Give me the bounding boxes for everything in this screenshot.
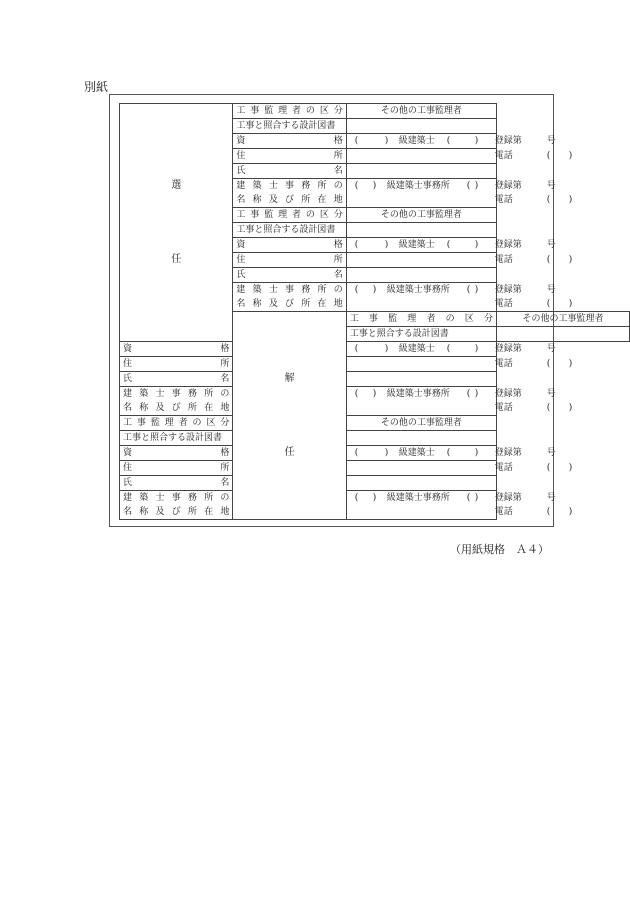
section-char: 選 xyxy=(171,179,182,191)
label-char: 者 xyxy=(292,210,302,220)
architect-class: 級建築士事務所 xyxy=(386,285,450,295)
phone-label: 電話 xyxy=(494,299,513,309)
registration-no: 登録第 xyxy=(494,448,522,458)
registration-no: 登録第 xyxy=(494,285,522,295)
paren-open: ( xyxy=(546,507,551,517)
label-char: 分 xyxy=(220,418,230,428)
label-char: の xyxy=(333,181,343,191)
drawings-value[interactable] xyxy=(346,223,496,238)
paren-close: ) xyxy=(474,240,479,250)
label-char: 名 xyxy=(236,195,246,205)
label-char: 在 xyxy=(204,403,214,413)
go-suffix: 号 xyxy=(546,136,556,146)
label-char: び xyxy=(171,403,181,413)
architect-class: 級建築士事務所 xyxy=(386,389,450,399)
label-char: 事 xyxy=(368,314,378,324)
paren-open: ( xyxy=(354,240,359,250)
label-char: 所 xyxy=(187,403,197,413)
section-char: 任 xyxy=(284,446,295,458)
paren-open: ( xyxy=(546,195,551,205)
label-qualification xyxy=(120,342,233,357)
label-drawings: 工事と照合する設計図書 xyxy=(233,223,346,238)
label-char: 住 xyxy=(123,359,133,369)
label-char: 称 xyxy=(139,507,149,517)
label-char: 住 xyxy=(236,151,246,161)
label-char: 監 xyxy=(150,418,160,428)
label-char: 在 xyxy=(317,195,327,205)
label-office xyxy=(120,387,233,416)
phone-label: 電話 xyxy=(494,255,513,265)
label-char: 事 xyxy=(250,210,260,220)
label-name xyxy=(233,164,346,179)
drawings-value[interactable] xyxy=(346,431,496,446)
label-char: 格 xyxy=(220,448,230,458)
label-char: 及 xyxy=(268,195,278,205)
office-value[interactable] xyxy=(346,491,573,520)
label-char: 及 xyxy=(155,403,165,413)
label-char: 理 xyxy=(278,106,288,116)
label-char: 監 xyxy=(264,210,274,220)
paren-close: ) xyxy=(372,493,377,503)
phone-label: 電話 xyxy=(494,195,513,205)
paren-open: ( xyxy=(546,463,551,473)
address-value[interactable] xyxy=(346,461,573,476)
paren-open: ( xyxy=(546,403,551,413)
label-qualification xyxy=(120,446,233,461)
label-char: の xyxy=(220,389,230,399)
office-value[interactable] xyxy=(346,283,573,312)
paren-close: ) xyxy=(372,181,377,191)
label-char: 工 xyxy=(236,210,246,220)
label-address xyxy=(120,357,233,372)
label-char: 建 xyxy=(123,493,133,503)
label-char: 建 xyxy=(236,181,246,191)
label-char: 事 xyxy=(171,389,181,399)
label-char: 築 xyxy=(252,285,262,295)
label-char: 名 xyxy=(123,507,133,517)
label-char: 所 xyxy=(220,359,230,369)
label-office xyxy=(233,179,346,208)
paren-open: ( xyxy=(466,285,471,295)
label-char: 地 xyxy=(333,299,343,309)
section-appoint xyxy=(120,104,233,342)
label-char: 所 xyxy=(317,181,327,191)
label-char: 所 xyxy=(187,507,197,517)
label-char: 築 xyxy=(139,389,149,399)
label-char: の xyxy=(220,493,230,503)
label-name xyxy=(120,476,233,491)
paren-open: ( xyxy=(446,344,451,354)
name-value[interactable] xyxy=(346,268,496,283)
label-char: 士 xyxy=(155,493,165,503)
paren-close: ) xyxy=(568,507,573,517)
label-char: 理 xyxy=(164,418,174,428)
label-char: 務 xyxy=(301,181,311,191)
label-char: 事 xyxy=(136,418,146,428)
label-char: の xyxy=(192,418,202,428)
paren-close: ) xyxy=(384,344,389,354)
label-char: 格 xyxy=(333,136,343,146)
label-address xyxy=(233,253,346,268)
label-char: 地 xyxy=(333,195,343,205)
label-char: 格 xyxy=(220,344,230,354)
paren-open: ( xyxy=(546,255,551,265)
label-char: 建 xyxy=(236,285,246,295)
label-char: 名 xyxy=(333,166,343,176)
label-char: 工 xyxy=(349,314,359,324)
paren-close: ) xyxy=(384,240,389,250)
label-char: 資 xyxy=(236,240,246,250)
go-suffix: 号 xyxy=(546,389,556,399)
label-char: 格 xyxy=(333,240,343,250)
go-suffix: 号 xyxy=(546,285,556,295)
label-char: 務 xyxy=(301,285,311,295)
label-address xyxy=(120,461,233,476)
paren-close: ) xyxy=(474,389,479,399)
label-office xyxy=(120,491,233,520)
label-char: 住 xyxy=(123,463,133,473)
paren-close: ) xyxy=(568,151,573,161)
label-char: の xyxy=(305,210,315,220)
label-char: 所 xyxy=(301,299,311,309)
page-heading: 別紙 xyxy=(84,80,109,94)
label-char: 名 xyxy=(220,374,230,384)
label-char: 士 xyxy=(268,181,278,191)
paren-close: ) xyxy=(372,389,377,399)
label-char: の xyxy=(445,314,455,324)
name-value[interactable] xyxy=(346,372,496,387)
label-char: 地 xyxy=(220,507,230,517)
registration-no: 登録第 xyxy=(494,344,522,354)
architect-class: 級建築士 xyxy=(398,448,435,458)
paren-open: ( xyxy=(466,493,471,503)
label-char: 工 xyxy=(236,106,246,116)
label-char: 監 xyxy=(264,106,274,116)
label-char: 事 xyxy=(250,106,260,116)
paren-close: ) xyxy=(568,299,573,309)
label-char: 事 xyxy=(171,493,181,503)
label-name xyxy=(233,268,346,283)
office-value[interactable] xyxy=(346,387,573,416)
label-char: 区 xyxy=(319,210,329,220)
label-char: 築 xyxy=(139,493,149,503)
section-char: 任 xyxy=(171,253,182,265)
paren-open: ( xyxy=(354,493,359,503)
label-char: 在 xyxy=(204,507,214,517)
paren-close: ) xyxy=(384,136,389,146)
label-char: び xyxy=(171,507,181,517)
paper-size-note: （用紙規格 Ａ４） xyxy=(450,543,549,556)
label-char: 氏 xyxy=(123,374,133,384)
paren-open: ( xyxy=(546,299,551,309)
paren-close: ) xyxy=(474,493,479,503)
label-char: 称 xyxy=(139,403,149,413)
architect-class: 級建築士 xyxy=(398,136,435,146)
label-char: 及 xyxy=(155,507,165,517)
phone-label: 電話 xyxy=(494,151,513,161)
paren-close: ) xyxy=(568,359,573,369)
paren-open: ( xyxy=(354,181,359,191)
registration-no: 登録第 xyxy=(494,136,522,146)
drawings-value[interactable] xyxy=(496,327,629,342)
go-suffix: 号 xyxy=(546,344,556,354)
label-char: び xyxy=(285,195,295,205)
label-char: 氏 xyxy=(236,166,246,176)
architect-class: 級建築士 xyxy=(398,240,435,250)
label-char: 分 xyxy=(333,210,343,220)
qualification-value[interactable] xyxy=(346,342,556,357)
paren-open: ( xyxy=(354,344,359,354)
paren-close: ) xyxy=(474,448,479,458)
section-dismiss xyxy=(233,312,346,520)
label-char: 事 xyxy=(285,285,295,295)
phone-label: 電話 xyxy=(494,507,513,517)
paren-open: ( xyxy=(354,448,359,458)
label-char: 監 xyxy=(388,314,398,324)
label-char: 地 xyxy=(220,403,230,413)
label-char: 士 xyxy=(268,285,278,295)
label-char: 資 xyxy=(236,136,246,146)
drawings-value[interactable] xyxy=(346,119,496,134)
label-kubun xyxy=(233,104,346,119)
label-char: 築 xyxy=(252,181,262,191)
paren-open: ( xyxy=(354,136,359,146)
paren-close: ) xyxy=(568,195,573,205)
label-char: 者 xyxy=(178,418,188,428)
kubun-value: その他の工事監理者 xyxy=(346,104,496,119)
label-char: 分 xyxy=(483,314,493,324)
label-char: の xyxy=(333,285,343,295)
label-office xyxy=(233,283,346,312)
paren-open: ( xyxy=(466,389,471,399)
label-char: 区 xyxy=(319,106,329,116)
label-char: 名 xyxy=(123,403,133,413)
label-char: 理 xyxy=(407,314,417,324)
label-qualification xyxy=(233,238,346,253)
paren-open: ( xyxy=(466,181,471,191)
label-char: 務 xyxy=(187,389,197,399)
paren-close: ) xyxy=(568,463,573,473)
label-kubun xyxy=(120,416,233,431)
office-value[interactable] xyxy=(346,179,573,208)
label-char: 称 xyxy=(252,195,262,205)
label-char: 名 xyxy=(220,478,230,488)
label-char: び xyxy=(285,299,295,309)
label-char: 名 xyxy=(333,270,343,280)
label-char: 理 xyxy=(278,210,288,220)
label-drawings: 工事と照合する設計図書 xyxy=(346,327,496,342)
paren-open: ( xyxy=(446,240,451,250)
paren-close: ) xyxy=(474,285,479,295)
section-char: 解 xyxy=(284,372,295,384)
label-char: 氏 xyxy=(123,478,133,488)
registration-no: 登録第 xyxy=(494,181,522,191)
label-drawings: 工事と照合する設計図書 xyxy=(233,119,346,134)
label-kubun xyxy=(233,208,346,223)
paren-close: ) xyxy=(568,255,573,265)
label-char: 所 xyxy=(333,255,343,265)
label-char: 資 xyxy=(123,344,133,354)
label-char: 工 xyxy=(123,418,133,428)
label-qualification xyxy=(233,134,346,149)
architect-class: 級建築士事務所 xyxy=(386,493,450,503)
paren-close: ) xyxy=(474,181,479,191)
go-suffix: 号 xyxy=(546,493,556,503)
registration-no: 登録第 xyxy=(494,240,522,250)
phone-label: 電話 xyxy=(494,463,513,473)
kubun-value: その他の工事監理者 xyxy=(346,208,496,223)
label-address xyxy=(233,149,346,164)
label-char: 所 xyxy=(301,195,311,205)
label-char: 資 xyxy=(123,448,133,458)
paren-open: ( xyxy=(354,389,359,399)
address-value[interactable] xyxy=(346,357,573,372)
paren-open: ( xyxy=(446,136,451,146)
label-char: 及 xyxy=(268,299,278,309)
qualification-value[interactable] xyxy=(346,238,556,253)
label-char: 所 xyxy=(220,463,230,473)
kubun-value: その他の工事監理者 xyxy=(496,312,629,327)
paren-open: ( xyxy=(546,359,551,369)
label-char: 建 xyxy=(123,389,133,399)
registration-no: 登録第 xyxy=(494,493,522,503)
kubun-value: その他の工事監理者 xyxy=(346,416,496,431)
paren-close: ) xyxy=(568,403,573,413)
label-char: 所 xyxy=(333,151,343,161)
go-suffix: 号 xyxy=(546,181,556,191)
supervisor-form-table xyxy=(119,103,630,520)
name-value[interactable] xyxy=(346,164,496,179)
go-suffix: 号 xyxy=(546,240,556,250)
paren-open: ( xyxy=(546,151,551,161)
label-char: 務 xyxy=(187,493,197,503)
address-value[interactable] xyxy=(346,253,573,268)
label-char: 者 xyxy=(426,314,436,324)
qualification-value[interactable] xyxy=(346,446,556,461)
paren-open: ( xyxy=(354,285,359,295)
architect-class: 級建築士 xyxy=(398,344,435,354)
label-char: 所 xyxy=(204,493,214,503)
label-char: 住 xyxy=(236,255,246,265)
label-char: 事 xyxy=(285,181,295,191)
qualification-value[interactable] xyxy=(346,134,556,149)
label-name xyxy=(120,372,233,387)
architect-class: 級建築士事務所 xyxy=(386,181,450,191)
label-char: の xyxy=(305,106,315,116)
label-char: 区 xyxy=(206,418,216,428)
label-char: 称 xyxy=(252,299,262,309)
phone-label: 電話 xyxy=(494,403,513,413)
label-char: 所 xyxy=(317,285,327,295)
go-suffix: 号 xyxy=(546,448,556,458)
paren-close: ) xyxy=(474,344,479,354)
name-value[interactable] xyxy=(346,476,496,491)
label-char: 分 xyxy=(333,106,343,116)
label-char: 在 xyxy=(317,299,327,309)
paren-open: ( xyxy=(446,448,451,458)
label-char: 士 xyxy=(155,389,165,399)
paren-close: ) xyxy=(372,285,377,295)
paren-close: ) xyxy=(384,448,389,458)
paren-close: ) xyxy=(474,136,479,146)
label-char: 所 xyxy=(204,389,214,399)
label-char: 区 xyxy=(464,314,474,324)
phone-label: 電話 xyxy=(494,359,513,369)
label-char: 氏 xyxy=(236,270,246,280)
label-char: 者 xyxy=(292,106,302,116)
label-kubun xyxy=(346,312,496,327)
label-drawings: 工事と照合する設計図書 xyxy=(120,431,233,446)
registration-no: 登録第 xyxy=(494,389,522,399)
address-value[interactable] xyxy=(346,149,573,164)
label-char: 名 xyxy=(236,299,246,309)
